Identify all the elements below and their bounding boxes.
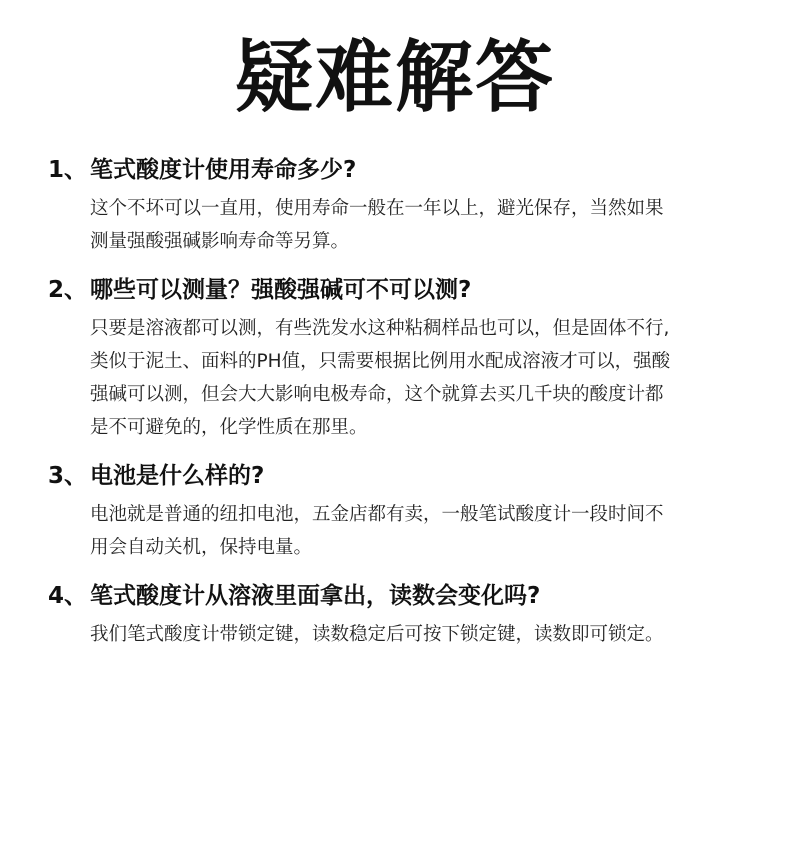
- answer-line: 这个不坏可以一直用，使用寿命一般在一年以上，避光保存，当然如果: [90, 198, 664, 219]
- question: [48, 458, 768, 494]
- question-number: 4、: [48, 583, 88, 609]
- answer-line: 我们笔式酸度计带锁定键，读数稳定后可按下锁定键，读数即可锁定。: [90, 624, 664, 645]
- question-text: 哪些可以测量？强酸强碱可不可以测?: [90, 277, 472, 303]
- answer-line: 类似于泥土、面料的PH值，只需要根据比例用水配成溶液才可以，强酸: [90, 351, 671, 372]
- answer-line: 用会自动关机，保持电量。: [90, 537, 313, 558]
- answer: [90, 618, 758, 651]
- answer-line: 强碱可以测，但会大大影响电极寿命，这个就算去买几千块的酸度计都: [90, 384, 664, 405]
- question-text: 电池是什么样的?: [90, 463, 265, 489]
- question-number: 2、: [48, 277, 88, 303]
- question-text: 笔式酸度计使用寿命多少?: [90, 157, 357, 183]
- faq-item-2: [48, 272, 768, 444]
- answer-line: 电池就是普通的纽扣电池，五金店都有卖，一般笔试酸度计一段时间不: [90, 504, 664, 525]
- faq-item-4: [48, 578, 768, 651]
- question-text: 笔式酸度计从溶液里面拿出，读数会变化吗?: [90, 583, 541, 609]
- question-number: 3、: [48, 463, 88, 489]
- answer-line: 测量强酸强碱影响寿命等另算。: [90, 231, 350, 252]
- answer: [90, 312, 758, 444]
- question-number: 1、: [48, 157, 88, 183]
- faq-list: [48, 152, 768, 665]
- question: [48, 272, 768, 308]
- answer: [90, 192, 758, 258]
- faq-item-3: [48, 458, 768, 564]
- question: [48, 578, 768, 614]
- faq-item-1: [48, 152, 768, 258]
- answer-line: 只要是溶液都可以测，有些洗发水这种粘稠样品也可以，但是固体不行,: [90, 318, 670, 339]
- page-title: 疑难解答: [234, 33, 555, 123]
- question: [48, 152, 768, 188]
- answer: [90, 498, 758, 564]
- answer-line: 是不可避免的，化学性质在那里。: [90, 417, 368, 438]
